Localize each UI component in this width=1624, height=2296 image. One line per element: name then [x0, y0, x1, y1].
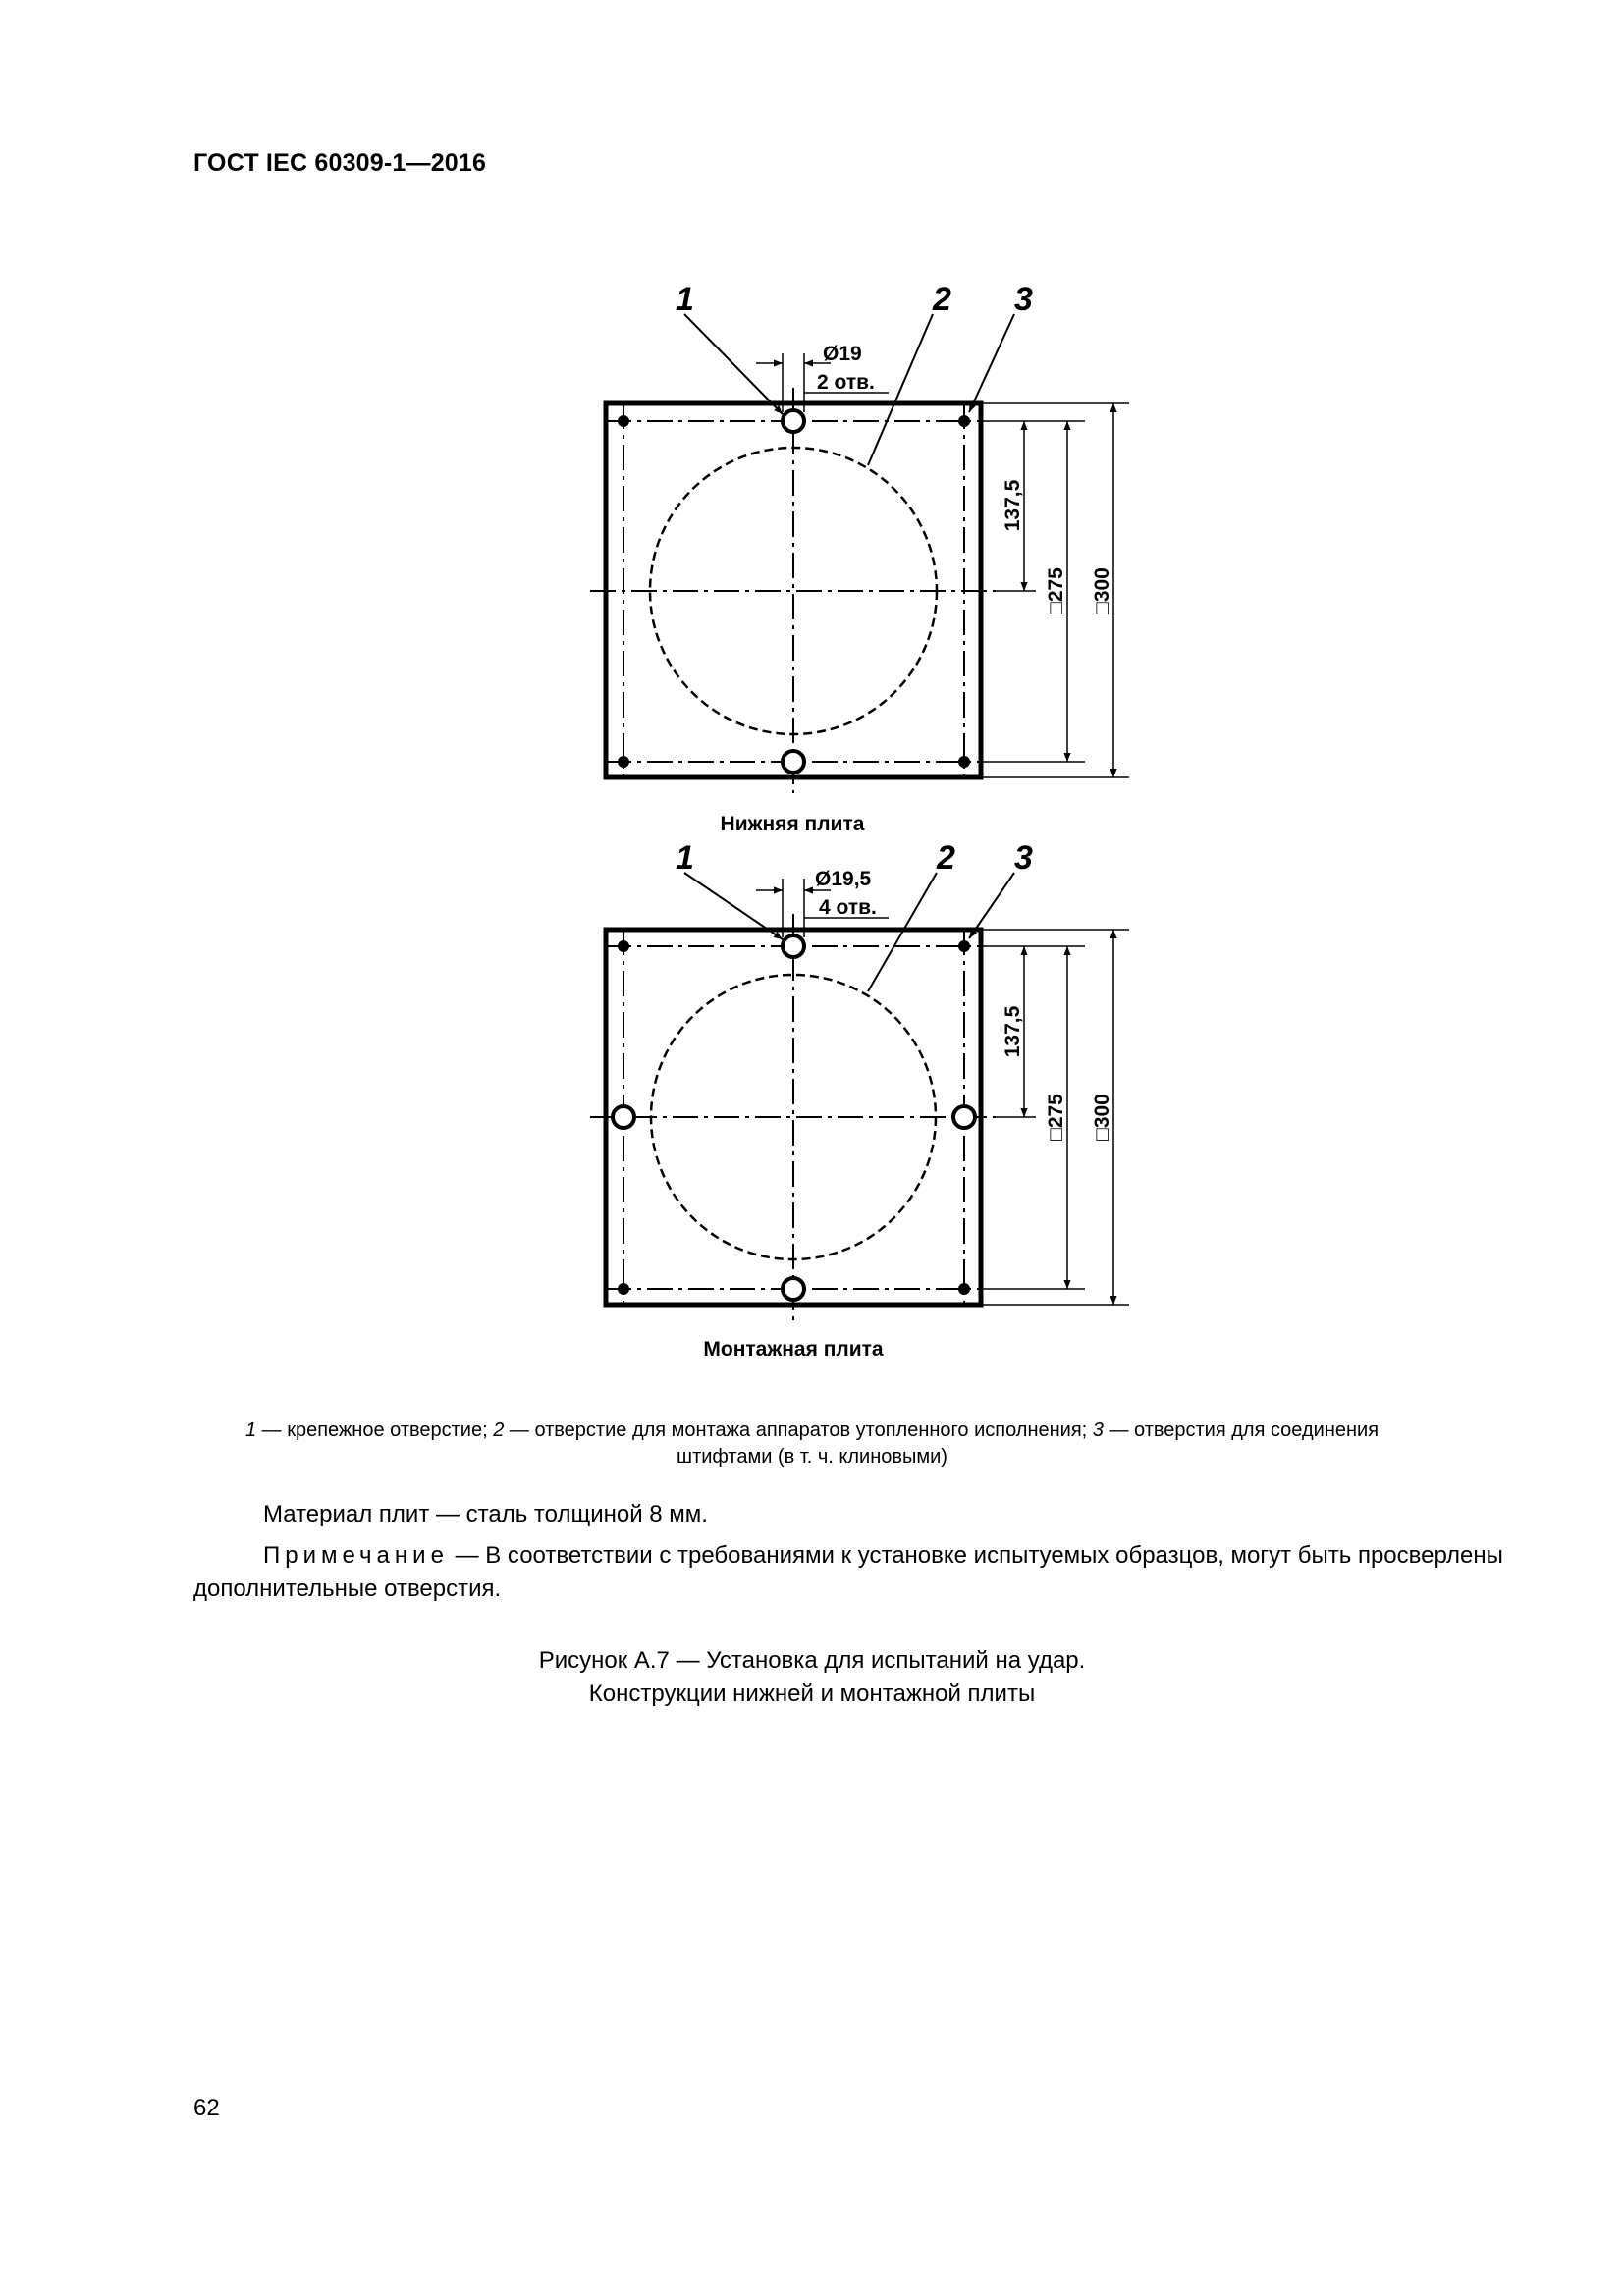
figure-caption: [196, 1644, 1428, 1711]
bottom-plate-pin-hole: [958, 415, 970, 427]
material-paragraph: Материал плит — сталь толщиной 8 мм.: [263, 1501, 708, 1527]
bottom-plate-pin-hole: [618, 415, 629, 427]
bottom-plate-hole-diameter: Ø19: [823, 343, 862, 365]
bottom-plate-dim-137-5: 137,5: [1001, 479, 1024, 532]
legend-number-3: 3: [1092, 1419, 1104, 1441]
mounting-plate-pin-hole: [618, 940, 629, 952]
bottom-plate-pin-hole: [618, 756, 629, 768]
mounting-plate-dim-275: □275: [1045, 1094, 1067, 1141]
mounting-plate-fixing-hole: [783, 935, 804, 957]
legend-number-1: 1: [244, 1419, 257, 1441]
mounting-plate-pin-hole: [958, 1283, 970, 1295]
bottom-plate-callout-3: 3: [1014, 281, 1033, 318]
mounting-plate-fixing-hole: [613, 1106, 634, 1128]
figure-caption-line-2: Конструкции нижней и монтажной плиты: [588, 1681, 1036, 1707]
mounting-plate-drawing: [590, 839, 1129, 1361]
mounting-plate-pin-hole: [958, 940, 970, 952]
mounting-plate-dim-300: □300: [1091, 1094, 1113, 1141]
bottom-plate-fixing-hole: [783, 410, 804, 432]
legend-text-1: — крепежное отверстие;: [256, 1419, 494, 1441]
mounting-plate-fixing-hole: [783, 1278, 804, 1300]
legend-text-3: — отверстия для соединения штифтами (в т. ч. клиновыми): [677, 1419, 1380, 1468]
mounting-plate-pin-hole: [618, 1283, 629, 1295]
mounting-plate-caption: Монтажная плита: [703, 1338, 884, 1361]
bottom-plate-callout-1: 1: [676, 281, 694, 318]
mounting-plate-callout-3: 3: [1014, 839, 1033, 877]
bottom-plate-pin-hole: [958, 756, 970, 768]
note-text: — В соответствии с требованиями к установке испытуемых образцов, могут быть просверлены дополнительные отверстия.: [193, 1542, 1503, 1602]
mounting-plate-dim-137-5: 137,5: [1001, 1005, 1024, 1058]
bottom-plate-caption: Нижняя плита: [720, 813, 865, 835]
mounting-plate-callout-2: 2: [937, 839, 955, 877]
mounting-plate-callout-1: 1: [676, 839, 694, 877]
document-header: ГОСТ IEC 60309-1—2016: [193, 149, 487, 177]
mounting-plate-fixing-hole: [953, 1106, 975, 1128]
bottom-plate-fixing-hole: [783, 751, 804, 773]
mounting-plate-hole-diameter: Ø19,5: [815, 868, 872, 890]
note-paragraph: [193, 1539, 1531, 1606]
legend-number-2: 2: [493, 1419, 505, 1441]
bottom-plate-hole-count: 2 отв.: [817, 371, 875, 394]
figure-legend: [196, 1417, 1428, 1470]
note-label: Примечание: [263, 1542, 449, 1569]
bottom-plate-dim-300: □300: [1091, 567, 1113, 614]
legend-text-2: — отверстие для монтажа аппаратов утопленного исполнения;: [504, 1419, 1093, 1441]
mounting-plate-hole-count: 4 отв.: [819, 896, 877, 919]
page-number: 62: [193, 2095, 220, 2121]
figure-caption-line-1: Рисунок А.7 — Установка для испытаний на удар.: [538, 1647, 1086, 1674]
bottom-plate-callout-2: 2: [933, 281, 951, 318]
bottom-plate-drawing: [590, 281, 1129, 835]
bottom-plate-dim-275: □275: [1045, 567, 1067, 614]
